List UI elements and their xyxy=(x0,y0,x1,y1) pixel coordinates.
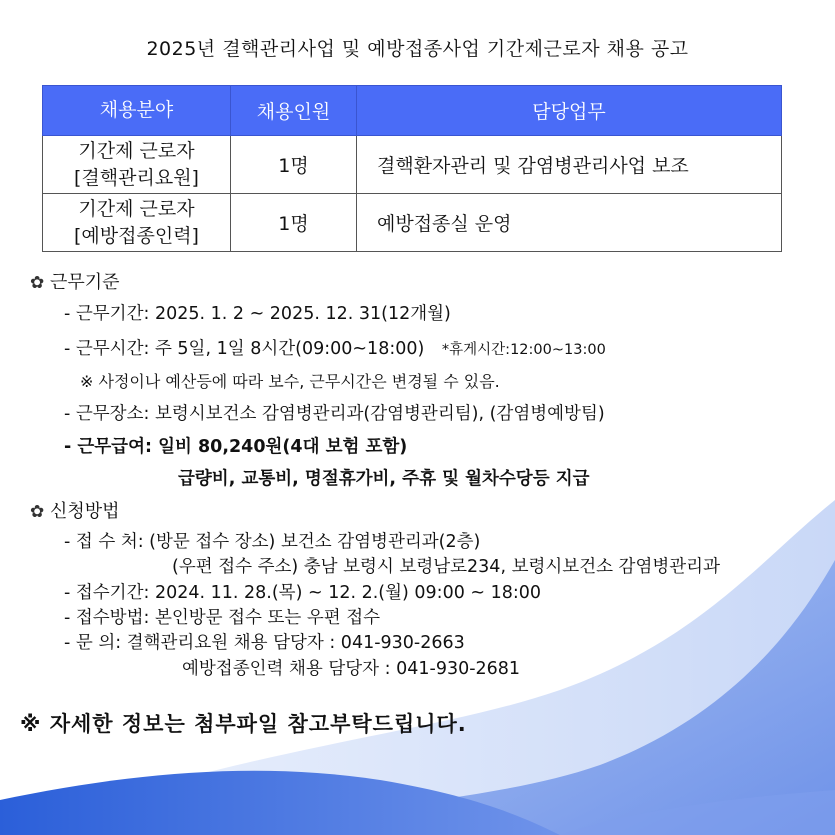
field-role: [예방접종인력] xyxy=(74,224,199,247)
work-hours xyxy=(64,335,606,360)
table-row xyxy=(43,194,782,252)
apply-inquiry-vaccine: 예방접종인력 채용 담당자 : 041-930-2681 xyxy=(182,659,521,679)
apply-heading-text: 신청방법 xyxy=(50,501,120,522)
work-hours-text: - 근무시간: 주 5일, 1일 8시간(09:00~18:00) xyxy=(64,339,425,359)
field-name: 기간제 근로자 xyxy=(78,197,195,220)
apply-place-visit: - 접 수 처: (방문 접수 장소) 보건소 감염병관리과(2층) xyxy=(64,532,481,552)
work-period: - 근무기간: 2025. 1. 2 ~ 2025. 12. 31(12개월) xyxy=(64,304,451,324)
count-cell: 1명 xyxy=(231,194,357,252)
flower-icon: ✿ xyxy=(30,273,45,293)
work-heading-text: 근무기준 xyxy=(50,272,120,293)
apply-method: - 접수방법: 본인방문 접수 또는 우편 접수 xyxy=(64,608,381,628)
footer-notice: ※ 자세한 정보는 첨부파일 참고부탁드립니다. xyxy=(20,712,467,736)
apply-section-heading xyxy=(30,497,120,523)
duty-cell: 예방접종실 운영 xyxy=(357,194,782,252)
table-row xyxy=(43,136,782,194)
work-place: - 근무장소: 보령시보건소 감염병관리과(감염병관리팀), (감염병예방팀) xyxy=(64,404,605,424)
work-allowance: 급량비, 교통비, 명절휴가비, 주휴 및 월차수당등 지급 xyxy=(178,469,590,489)
work-pay: - 근무급여: 일비 80,240원(4대 보험 포함) xyxy=(64,437,408,457)
flower-icon: ✿ xyxy=(30,502,45,522)
apply-inquiry-tb: - 문 의: 결핵관리요원 채용 담당자 : 041-930-2663 xyxy=(64,633,465,653)
column-header-field: 채용분야 xyxy=(43,86,231,136)
page-title: 2025년 결핵관리사업 및 예방접종사업 기간제근로자 채용 공고 xyxy=(146,38,689,60)
field-role: [결핵관리요원] xyxy=(74,166,199,189)
table-header-row xyxy=(43,86,782,136)
column-header-duty: 담당업무 xyxy=(357,86,782,136)
field-name: 기간제 근로자 xyxy=(78,139,195,162)
break-time: *휴게시간:12:00~13:00 xyxy=(441,342,606,358)
work-section-heading xyxy=(30,268,120,294)
count-cell: 1명 xyxy=(231,136,357,194)
apply-place-mail: (우편 접수 주소) 충남 보령시 보령남로234, 보령시보건소 감염병관리과 xyxy=(172,557,720,577)
duty-cell: 결핵환자관리 및 감염병관리사업 보조 xyxy=(357,136,782,194)
field-cell xyxy=(43,136,231,194)
work-note: ※ 사정이나 예산등에 따라 보수, 근무시간은 변경될 수 있음. xyxy=(80,372,500,391)
recruitment-table xyxy=(42,85,782,252)
field-cell xyxy=(43,194,231,252)
apply-period: - 접수기간: 2024. 11. 28.(목) ~ 12. 2.(월) 09:00 ~ 18:00 xyxy=(64,583,542,603)
column-header-count: 채용인원 xyxy=(231,86,357,136)
